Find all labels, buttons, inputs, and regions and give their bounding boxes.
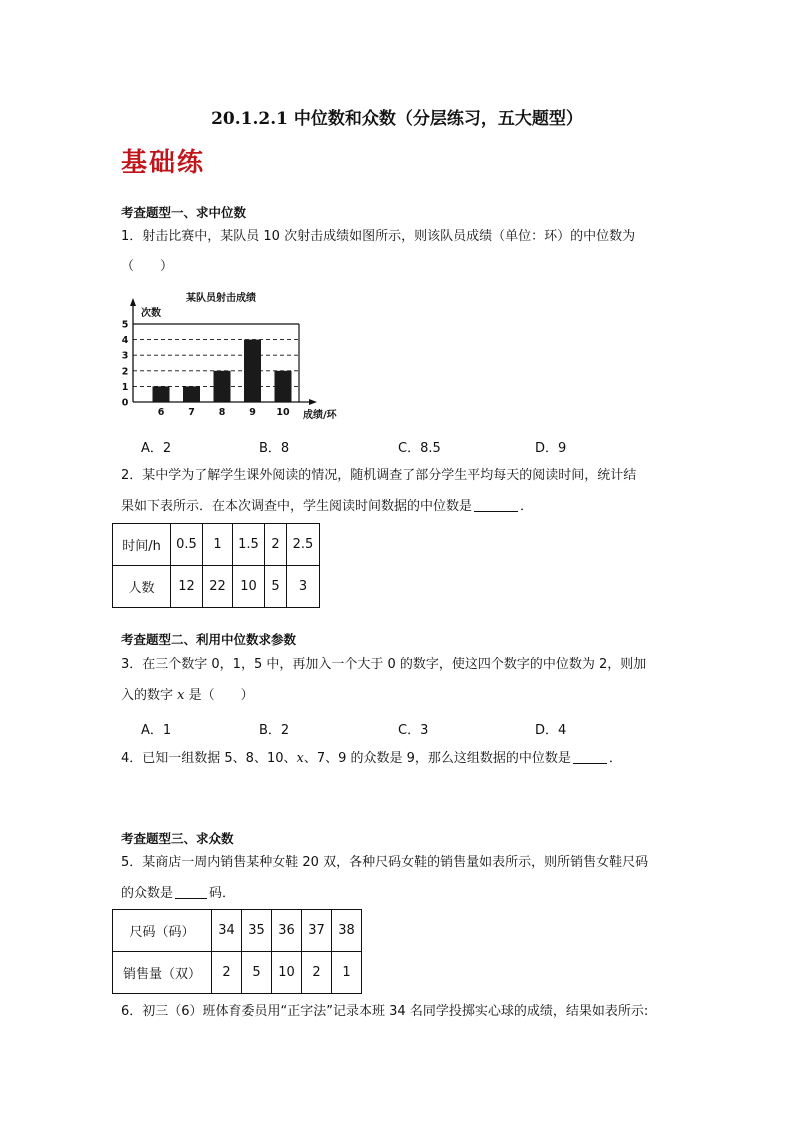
section-heading-1: 考查题型一、求中位数 xyxy=(121,205,247,220)
chart-x-arrow xyxy=(309,399,317,405)
table-cell: 38 xyxy=(332,910,362,952)
q2-answer-blank[interactable] xyxy=(474,499,518,512)
q2-text-line2: 果如下表所示．在本次调查中，学生阅读时间数据的中位数是 ． xyxy=(121,499,534,514)
chart-bar xyxy=(244,340,261,402)
q2-table-row-count xyxy=(113,566,320,608)
table-cell: 人数 xyxy=(113,566,171,608)
q2-table-row-time xyxy=(113,524,320,566)
q1-option-b[interactable]: B．8 xyxy=(259,441,290,456)
table-cell: 2 xyxy=(265,524,287,566)
q4-answer-blank[interactable] xyxy=(573,751,607,764)
q3-text-line2: 入的数字 x 是（ ） xyxy=(121,688,254,703)
chart-x-tick-label: 8 xyxy=(218,407,226,418)
q3-option-b[interactable]: B．2 xyxy=(259,723,290,738)
chart-title: 某队员射击成绩 xyxy=(186,293,256,304)
q3-option-a[interactable]: A．1 xyxy=(141,723,172,738)
chart-x-tick-label: 9 xyxy=(249,407,256,418)
q3-options xyxy=(141,719,661,737)
table-cell: 5 xyxy=(242,952,272,994)
q1-bar-chart xyxy=(113,286,353,426)
q1-text-line1: 1．射击比赛中，某队员 10 次射击成绩如图所示，则该队员成绩（单位：环）的中位数为 xyxy=(121,229,636,244)
q1-option-c[interactable]: C．8.5 xyxy=(398,441,441,456)
q4-text: 4．已知一组数据 5、8、10、x、7、9 的众数是 9，那么这组数据的中位数是 ． xyxy=(121,751,622,766)
q3-option-d[interactable]: D．4 xyxy=(535,723,567,738)
chart-ylabel: 次数 xyxy=(141,308,161,319)
q5-text-line2: 的众数是 码． xyxy=(121,886,236,901)
chart-y-tick-label: 2 xyxy=(121,366,129,378)
table-cell: 2.5 xyxy=(287,524,320,566)
q3-text-line1: 3．在三个数字 0，1，5 中，再加入一个大于 0 的数字，使这四个数字的中位数为 2，则加 xyxy=(121,657,647,672)
table-cell: 34 xyxy=(212,910,242,952)
section-heading-2: 考查题型二、利用中位数求参数 xyxy=(121,632,297,647)
table-cell: 时间/h xyxy=(113,524,171,566)
chart-x-tick-label: 7 xyxy=(188,407,195,418)
chart-bar xyxy=(275,371,292,402)
table-cell: 35 xyxy=(242,910,272,952)
chart-y-tick-label: 1 xyxy=(121,381,129,393)
table-cell: 5 xyxy=(265,566,287,608)
section-heading-3: 考查题型三、求众数 xyxy=(121,831,234,846)
table-cell: 12 xyxy=(171,566,203,608)
table-cell: 尺码（码） xyxy=(113,910,212,952)
table-cell: 0.5 xyxy=(171,524,203,566)
q5-table-row-sales xyxy=(113,952,362,994)
chart-bar xyxy=(183,386,200,402)
table-cell: 1 xyxy=(203,524,233,566)
table-cell: 2 xyxy=(302,952,332,994)
chart-y-tick-label: 3 xyxy=(121,350,129,362)
q5-table-row-size xyxy=(113,910,362,952)
q1-option-d[interactable]: D．9 xyxy=(535,441,567,456)
table-cell: 2 xyxy=(212,952,242,994)
page-title: 20.1.2.1 中位数和众数（分层练习，五大题型） xyxy=(211,109,583,129)
q5-answer-blank[interactable] xyxy=(175,886,207,899)
chart-xlabel: 成绩/环 xyxy=(303,410,337,421)
table-cell: 10 xyxy=(272,952,302,994)
q3-option-c[interactable]: C．3 xyxy=(398,723,429,738)
chart-x-tick-label: 10 xyxy=(276,407,290,418)
q5-text-line1: 5．某商店一周内销售某种女鞋 20 双，各种尺码女鞋的销售量如表所示，则所销售女鞋尺码 xyxy=(121,855,649,870)
table-cell: 10 xyxy=(233,566,265,608)
table-cell: 1.5 xyxy=(233,524,265,566)
table-cell: 1 xyxy=(332,952,362,994)
q1-option-a[interactable]: A．2 xyxy=(141,441,172,456)
chart-y-tick-label: 5 xyxy=(121,319,129,331)
table-cell: 37 xyxy=(302,910,332,952)
q1-options xyxy=(141,437,661,455)
q1-text-line2: （ ） xyxy=(121,259,174,274)
table-cell: 22 xyxy=(203,566,233,608)
chart-y-tick-label: 4 xyxy=(121,335,129,347)
chart-bar xyxy=(153,386,170,402)
q2-text-line1: 2．某中学为了解学生课外阅读的情况，随机调查了部分学生平均每天的阅读时间，统计结 xyxy=(121,468,637,483)
chart-y-tick-label: 0 xyxy=(121,397,129,409)
level-heading: 基础练 xyxy=(121,148,206,178)
chart-bar xyxy=(214,371,231,402)
q2-table xyxy=(112,523,320,608)
chart-y-arrow xyxy=(130,298,136,306)
table-cell: 销售量（双） xyxy=(113,952,212,994)
table-cell: 3 xyxy=(287,566,320,608)
table-cell: 36 xyxy=(272,910,302,952)
q5-table xyxy=(112,909,362,994)
chart-x-tick-label: 6 xyxy=(157,407,165,418)
q6-text-line1: 6．初三（6）班体育委员用“正字法”记录本班 34 名同学投掷实心球的成绩，结果如表所示: xyxy=(121,1004,649,1019)
